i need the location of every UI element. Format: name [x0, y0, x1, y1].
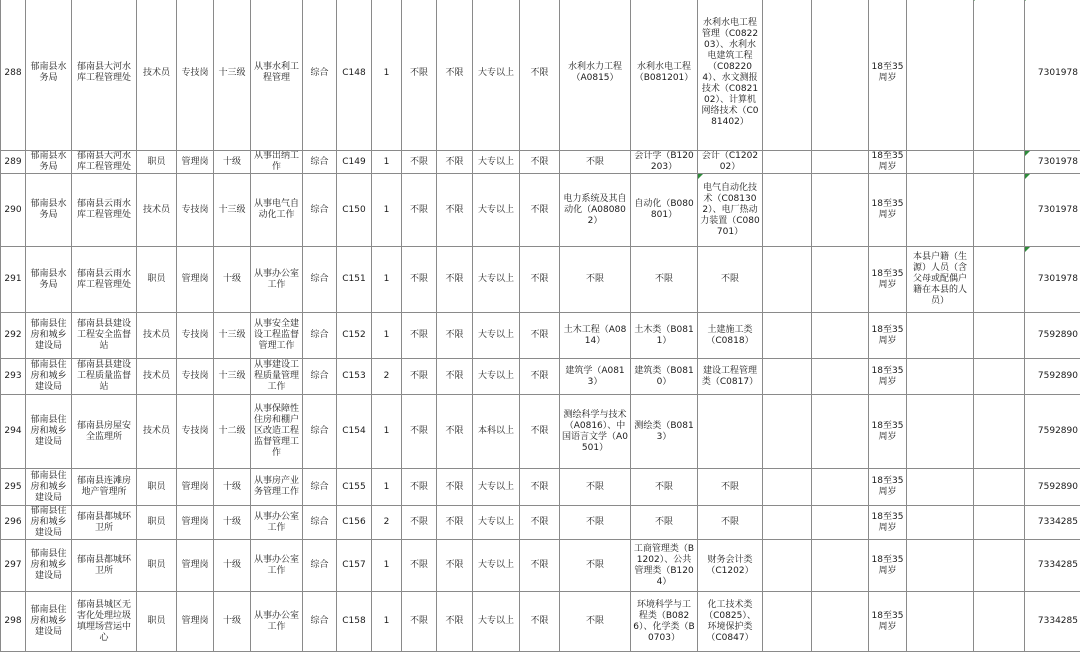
row-number: 292 [1, 313, 26, 359]
row-number: 294 [1, 395, 26, 469]
education-cell: 大专以上 [473, 592, 520, 652]
category-cell: 管理岗 [177, 506, 214, 540]
education-cell: 大专以上 [473, 359, 520, 395]
row-number: 289 [1, 151, 26, 174]
condition-cell: 不限 [437, 395, 473, 469]
duty-cell: 从事出纳工作 [251, 151, 303, 174]
blank-cell [812, 395, 869, 469]
phone-cell: 7301978 [1025, 0, 1080, 151]
position-code-cell: C148 [337, 0, 372, 151]
position-type-cell: 技术员 [137, 0, 177, 151]
phone-cell: 7592890 [1025, 395, 1080, 469]
blank-cell [974, 313, 1025, 359]
major-bachelor-cell: 环境科学与工程类（B0826）、化学类（B0703） [631, 592, 698, 652]
exam-type-cell: 综合 [303, 313, 337, 359]
major-bachelor-cell: 工商管理类（B1202）、公共管理类（B1204） [631, 540, 698, 592]
degree-cell: 不限 [520, 395, 560, 469]
blank-cell [763, 359, 812, 395]
duty-cell: 从事建设工程质量管理工作 [251, 359, 303, 395]
phone-cell: 7334285 [1025, 592, 1080, 652]
level-cell: 十三级 [214, 174, 251, 247]
duty-cell: 从事保障性住房和棚户区改造工程监督管理工作 [251, 395, 303, 469]
category-cell: 管理岗 [177, 592, 214, 652]
quota-cell: 2 [372, 506, 402, 540]
table-row [1, 359, 1080, 395]
row-number: 297 [1, 540, 26, 592]
duty-cell: 从事办公室工作 [251, 506, 303, 540]
quota-cell: 1 [372, 469, 402, 506]
level-cell: 十三级 [214, 313, 251, 359]
position-type-cell: 职员 [137, 151, 177, 174]
department-cell: 郁南县住房和城乡建设局 [26, 395, 72, 469]
category-cell: 管理岗 [177, 247, 214, 313]
condition-cell: 不限 [437, 506, 473, 540]
position-code-cell: C155 [337, 469, 372, 506]
phone-cell: 7592890 [1025, 469, 1080, 506]
row-number: 291 [1, 247, 26, 313]
other-requirement-cell [907, 313, 974, 359]
position-code-cell: C153 [337, 359, 372, 395]
position-type-cell: 技术员 [137, 359, 177, 395]
table-row [1, 592, 1080, 652]
phone-cell: 7334285 [1025, 540, 1080, 592]
exam-type-cell: 综合 [303, 151, 337, 174]
duty-cell: 从事办公室工作 [251, 592, 303, 652]
major-graduate-cell: 不限 [560, 151, 631, 174]
department-cell: 郁南县住房和城乡建设局 [26, 313, 72, 359]
age-cell: 18至35周岁 [869, 247, 907, 313]
major-bachelor-cell: 水利水电工程（B081201） [631, 0, 698, 151]
major-graduate-cell: 测绘科学与技术（A0816）、中国语言文学（A0501） [560, 395, 631, 469]
blank-cell [812, 359, 869, 395]
table-row [1, 313, 1080, 359]
unit-cell: 郁南县连滩房地产管理所 [72, 469, 137, 506]
level-cell: 十级 [214, 540, 251, 592]
blank-cell [974, 540, 1025, 592]
row-number: 288 [1, 0, 26, 151]
duty-cell: 从事电气自动化工作 [251, 174, 303, 247]
other-requirement-cell: 本县户籍（生源）人员（含父母或配偶户籍在本县的人员） [907, 247, 974, 313]
major-college-cell [698, 395, 763, 469]
major-bachelor-cell: 不限 [631, 247, 698, 313]
exam-type-cell: 综合 [303, 540, 337, 592]
row-number: 298 [1, 592, 26, 652]
condition-cell: 不限 [437, 313, 473, 359]
duty-cell: 从事办公室工作 [251, 247, 303, 313]
education-cell: 大专以上 [473, 540, 520, 592]
department-cell: 郁南县水务局 [26, 247, 72, 313]
blank-cell [812, 540, 869, 592]
blank-cell [812, 469, 869, 506]
major-graduate-cell: 不限 [560, 506, 631, 540]
quota-cell: 1 [372, 0, 402, 151]
quota-cell: 2 [372, 359, 402, 395]
age-cell: 18至35周岁 [869, 592, 907, 652]
row-number: 295 [1, 469, 26, 506]
degree-cell: 不限 [520, 540, 560, 592]
other-requirement-cell [907, 540, 974, 592]
position-code-cell: C150 [337, 174, 372, 247]
category-cell: 管理岗 [177, 151, 214, 174]
degree-cell: 不限 [520, 0, 560, 151]
age-cell: 18至35周岁 [869, 395, 907, 469]
age-cell: 18至35周岁 [869, 359, 907, 395]
exam-type-cell: 综合 [303, 359, 337, 395]
condition-cell: 不限 [402, 0, 437, 151]
age-cell: 18至35周岁 [869, 0, 907, 151]
table-row [1, 469, 1080, 506]
quota-cell: 1 [372, 247, 402, 313]
major-bachelor-cell: 建筑类（B0810） [631, 359, 698, 395]
duty-cell: 从事房产业务管理工作 [251, 469, 303, 506]
exam-type-cell: 综合 [303, 469, 337, 506]
category-cell: 管理岗 [177, 540, 214, 592]
other-requirement-cell [907, 395, 974, 469]
degree-cell: 不限 [520, 151, 560, 174]
major-graduate-cell: 土木工程（A0814） [560, 313, 631, 359]
blank-cell [812, 313, 869, 359]
department-cell: 郁南县住房和城乡建设局 [26, 592, 72, 652]
education-cell: 本科以上 [473, 395, 520, 469]
major-college-cell: 不限 [698, 506, 763, 540]
major-graduate-cell: 不限 [560, 469, 631, 506]
age-cell: 18至35周岁 [869, 174, 907, 247]
position-code-cell: C158 [337, 592, 372, 652]
phone-cell: 7592890 [1025, 313, 1080, 359]
category-cell: 专技岗 [177, 313, 214, 359]
blank-cell [974, 247, 1025, 313]
phone-cell: 7301978 [1025, 174, 1080, 247]
major-college-cell: 水利水电工程管理（C082203）、水利水电建筑工程（C082204）、水文测报技术（C082102）、计算机网络技术（C081402） [698, 0, 763, 151]
position-type-cell: 技术员 [137, 395, 177, 469]
quota-cell: 1 [372, 174, 402, 247]
table-row [1, 540, 1080, 592]
age-cell: 18至35周岁 [869, 540, 907, 592]
table-row [1, 247, 1080, 313]
condition-cell: 不限 [437, 247, 473, 313]
major-bachelor-cell: 土木类（B0811） [631, 313, 698, 359]
condition-cell: 不限 [437, 359, 473, 395]
position-type-cell: 职员 [137, 469, 177, 506]
condition-cell: 不限 [402, 592, 437, 652]
position-code-cell: C154 [337, 395, 372, 469]
level-cell: 十二级 [214, 395, 251, 469]
position-code-cell: C149 [337, 151, 372, 174]
blank-cell [974, 506, 1025, 540]
position-type-cell: 职员 [137, 247, 177, 313]
condition-cell: 不限 [437, 540, 473, 592]
level-cell: 十级 [214, 506, 251, 540]
other-requirement-cell [907, 469, 974, 506]
major-bachelor-cell: 自动化（B080801） [631, 174, 698, 247]
blank-cell [974, 592, 1025, 652]
major-graduate-cell: 不限 [560, 540, 631, 592]
blank-cell [974, 359, 1025, 395]
education-cell: 大专以上 [473, 174, 520, 247]
condition-cell: 不限 [437, 592, 473, 652]
table-row [1, 506, 1080, 540]
education-cell: 大专以上 [473, 247, 520, 313]
position-code-cell: C157 [337, 540, 372, 592]
level-cell: 十三级 [214, 359, 251, 395]
blank-cell [763, 469, 812, 506]
degree-cell: 不限 [520, 469, 560, 506]
blank-cell [763, 151, 812, 174]
department-cell: 郁南县住房和城乡建设局 [26, 469, 72, 506]
position-code-cell: C152 [337, 313, 372, 359]
unit-cell: 郁南县云雨水库工程管理处 [72, 174, 137, 247]
age-cell: 18至35周岁 [869, 506, 907, 540]
degree-cell: 不限 [520, 506, 560, 540]
department-cell: 郁南县水务局 [26, 0, 72, 151]
major-college-cell: 建设工程管理类（C0817） [698, 359, 763, 395]
education-cell: 大专以上 [473, 313, 520, 359]
table-row [1, 151, 1080, 174]
blank-cell [763, 174, 812, 247]
table-row [1, 0, 1080, 151]
duty-cell: 从事水利工程管理 [251, 0, 303, 151]
condition-cell: 不限 [402, 506, 437, 540]
position-type-cell: 技术员 [137, 174, 177, 247]
position-code-cell: C156 [337, 506, 372, 540]
major-graduate-cell: 建筑学（A0813） [560, 359, 631, 395]
degree-cell: 不限 [520, 592, 560, 652]
position-code-cell: C151 [337, 247, 372, 313]
major-college-cell: 不限 [698, 247, 763, 313]
major-bachelor-cell: 会计学（B120203） [631, 151, 698, 174]
condition-cell: 不限 [437, 174, 473, 247]
other-requirement-cell [907, 174, 974, 247]
blank-cell [812, 506, 869, 540]
department-cell: 郁南县住房和城乡建设局 [26, 359, 72, 395]
major-graduate-cell: 不限 [560, 247, 631, 313]
blank-cell [763, 0, 812, 151]
blank-cell [763, 506, 812, 540]
blank-cell [974, 0, 1025, 151]
row-number: 296 [1, 506, 26, 540]
blank-cell [812, 592, 869, 652]
major-bachelor-cell: 测绘类（B0813） [631, 395, 698, 469]
duty-cell: 从事办公室工作 [251, 540, 303, 592]
exam-type-cell: 综合 [303, 506, 337, 540]
phone-cell: 7334285 [1025, 506, 1080, 540]
department-cell: 郁南县水务局 [26, 151, 72, 174]
position-type-cell: 技术员 [137, 313, 177, 359]
quota-cell: 1 [372, 151, 402, 174]
age-cell: 18至35周岁 [869, 313, 907, 359]
exam-type-cell: 综合 [303, 247, 337, 313]
condition-cell: 不限 [437, 0, 473, 151]
education-cell: 大专以上 [473, 506, 520, 540]
major-college-cell: 化工技术类（C0825）、环境保护类（C0847） [698, 592, 763, 652]
phone-cell: 7301978 [1025, 151, 1080, 174]
category-cell: 管理岗 [177, 469, 214, 506]
condition-cell: 不限 [402, 174, 437, 247]
major-bachelor-cell: 不限 [631, 469, 698, 506]
blank-cell [812, 0, 869, 151]
unit-cell: 郁南县云雨水库工程管理处 [72, 247, 137, 313]
category-cell: 专技岗 [177, 395, 214, 469]
row-number: 293 [1, 359, 26, 395]
exam-type-cell: 综合 [303, 592, 337, 652]
other-requirement-cell [907, 151, 974, 174]
department-cell: 郁南县水务局 [26, 174, 72, 247]
category-cell: 专技岗 [177, 359, 214, 395]
quota-cell: 1 [372, 540, 402, 592]
major-college-cell: 土建施工类（C0818） [698, 313, 763, 359]
condition-cell: 不限 [402, 151, 437, 174]
unit-cell: 郁南县都城环卫所 [72, 540, 137, 592]
duty-cell: 从事安全建设工程监督管理工作 [251, 313, 303, 359]
table-row [1, 174, 1080, 247]
major-college-cell: 会计（C120202） [698, 151, 763, 174]
blank-cell [763, 540, 812, 592]
other-requirement-cell [907, 592, 974, 652]
blank-cell [763, 313, 812, 359]
major-college-cell: 财务会计类（C1202） [698, 540, 763, 592]
condition-cell: 不限 [402, 359, 437, 395]
phone-cell: 7301978 [1025, 247, 1080, 313]
education-cell: 大专以上 [473, 469, 520, 506]
level-cell: 十级 [214, 469, 251, 506]
department-cell: 郁南县住房和城乡建设局 [26, 506, 72, 540]
blank-cell [812, 174, 869, 247]
level-cell: 十级 [214, 247, 251, 313]
unit-cell: 郁南县县建设工程安全监督站 [72, 313, 137, 359]
exam-type-cell: 综合 [303, 174, 337, 247]
exam-type-cell: 综合 [303, 0, 337, 151]
blank-cell [812, 151, 869, 174]
major-graduate-cell: 不限 [560, 592, 631, 652]
position-type-cell: 职员 [137, 506, 177, 540]
condition-cell: 不限 [437, 151, 473, 174]
blank-cell [974, 151, 1025, 174]
exam-type-cell: 综合 [303, 395, 337, 469]
other-requirement-cell [907, 359, 974, 395]
age-cell: 18至35周岁 [869, 151, 907, 174]
blank-cell [974, 469, 1025, 506]
education-cell: 大专以上 [473, 0, 520, 151]
degree-cell: 不限 [520, 247, 560, 313]
position-type-cell: 职员 [137, 592, 177, 652]
blank-cell [763, 592, 812, 652]
blank-cell [812, 247, 869, 313]
table-row [1, 395, 1080, 469]
unit-cell: 郁南县都城环卫所 [72, 506, 137, 540]
position-type-cell: 职员 [137, 540, 177, 592]
other-requirement-cell [907, 506, 974, 540]
blank-cell [763, 395, 812, 469]
condition-cell: 不限 [437, 469, 473, 506]
level-cell: 十级 [214, 151, 251, 174]
degree-cell: 不限 [520, 174, 560, 247]
quota-cell: 1 [372, 313, 402, 359]
quota-cell: 1 [372, 395, 402, 469]
phone-cell: 7592890 [1025, 359, 1080, 395]
condition-cell: 不限 [402, 313, 437, 359]
level-cell: 十三级 [214, 0, 251, 151]
education-cell: 大专以上 [473, 151, 520, 174]
major-bachelor-cell: 不限 [631, 506, 698, 540]
unit-cell: 郁南县大河水库工程管理处 [72, 151, 137, 174]
level-cell: 十级 [214, 592, 251, 652]
unit-cell: 郁南县县建设工程质量监督站 [72, 359, 137, 395]
condition-cell: 不限 [402, 540, 437, 592]
department-cell: 郁南县住房和城乡建设局 [26, 540, 72, 592]
other-requirement-cell [907, 0, 974, 151]
age-cell: 18至35周岁 [869, 469, 907, 506]
degree-cell: 不限 [520, 313, 560, 359]
condition-cell: 不限 [402, 247, 437, 313]
quota-cell: 1 [372, 592, 402, 652]
blank-cell [974, 174, 1025, 247]
blank-cell [763, 247, 812, 313]
degree-cell: 不限 [520, 359, 560, 395]
unit-cell: 郁南县城区无害化处理垃圾填埋场营运中心 [72, 592, 137, 652]
condition-cell: 不限 [402, 469, 437, 506]
major-graduate-cell: 水利水力工程（A0815） [560, 0, 631, 151]
condition-cell: 不限 [402, 395, 437, 469]
major-graduate-cell: 电力系统及其自动化（A080802） [560, 174, 631, 247]
unit-cell: 郁南县大河水库工程管理处 [72, 0, 137, 151]
category-cell: 专技岗 [177, 174, 214, 247]
major-college-cell: 不限 [698, 469, 763, 506]
row-number: 290 [1, 174, 26, 247]
unit-cell: 郁南县房屋安全监理所 [72, 395, 137, 469]
major-college-cell: 电气自动化技术（C081302）、电厂热动力装置（C080701） [698, 174, 763, 247]
blank-cell [974, 395, 1025, 469]
category-cell: 专技岗 [177, 0, 214, 151]
